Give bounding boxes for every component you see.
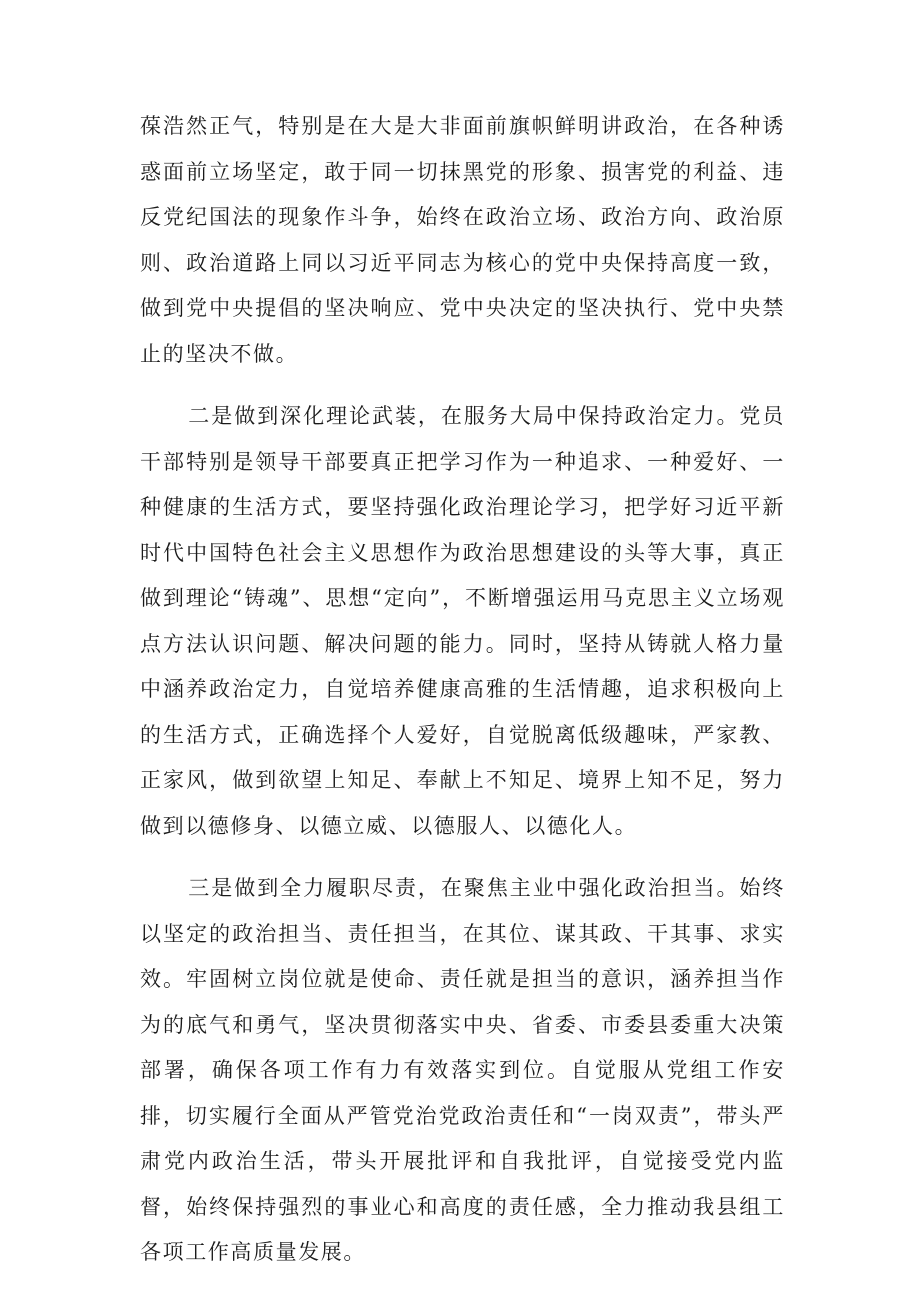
document-body	[140, 104, 785, 1276]
paragraph-perform-duties: 三是做到全力履职尽责，在聚焦主业中强化政治担当。始终以坚定的政治担当、责任担当，在其位、谋其政、干其事、求实效。牢固树立岗位就是使命、责任就是担当的意识，涵养担当作为的底气和勇气，坚决贯彻落实中央、省委、市委县委重大决策部署，确保各项工作有力有效落实到位。自觉服从党组工作安排，切实履行全面从严管党治党政治责任和“一岗双责”，带头严肃党内政治生活，带头开展批评和自我批评，自觉接受党内监督，始终保持强烈的事业心和高度的责任感，全力推动我县组工各项工作高质量发展。	[140, 876, 785, 1264]
paragraph-continuation: 葆浩然正气，特别是在大是大非面前旗帜鲜明讲政治，在各种诱惑面前立场坚定，敢于同一切抹黑党的形象、损害党的利益、违反党纪国法的现象作斗争，始终在政治立场、政治方向、政治原则、政治道路上同以习近平同志为核心的党中央保持高度一致，做到党中央提倡的坚决响应、党中央决定的坚决执行、党中央禁止的坚决不做。	[140, 114, 785, 366]
paragraph-deepen-theory: 二是做到深化理论武装，在服务大局中保持政治定力。党员干部特别是领导干部要真正把学习作为一种追求、一种爱好、一种健康的生活方式，要坚持强化政治理论学习，把学好习近平新时代中国特色社会主义思想作为政治思想建设的头等大事，真正做到理论“铸魂”、思想“定向”，不断增强运用马克思主义立场观点方法认识问题、解决问题的能力。同时，坚持从铸就人格力量中涵养政治定力，自觉培养健康高雅的生活情趣，追求积极向上的生活方式，正确选择个人爱好，自觉脱离低级趣味，严家教、正家风，做到欲望上知足、奉献上不知足、境界上知不足，努力做到以德修身、以德立威、以德服人、以德化人。	[140, 404, 785, 838]
